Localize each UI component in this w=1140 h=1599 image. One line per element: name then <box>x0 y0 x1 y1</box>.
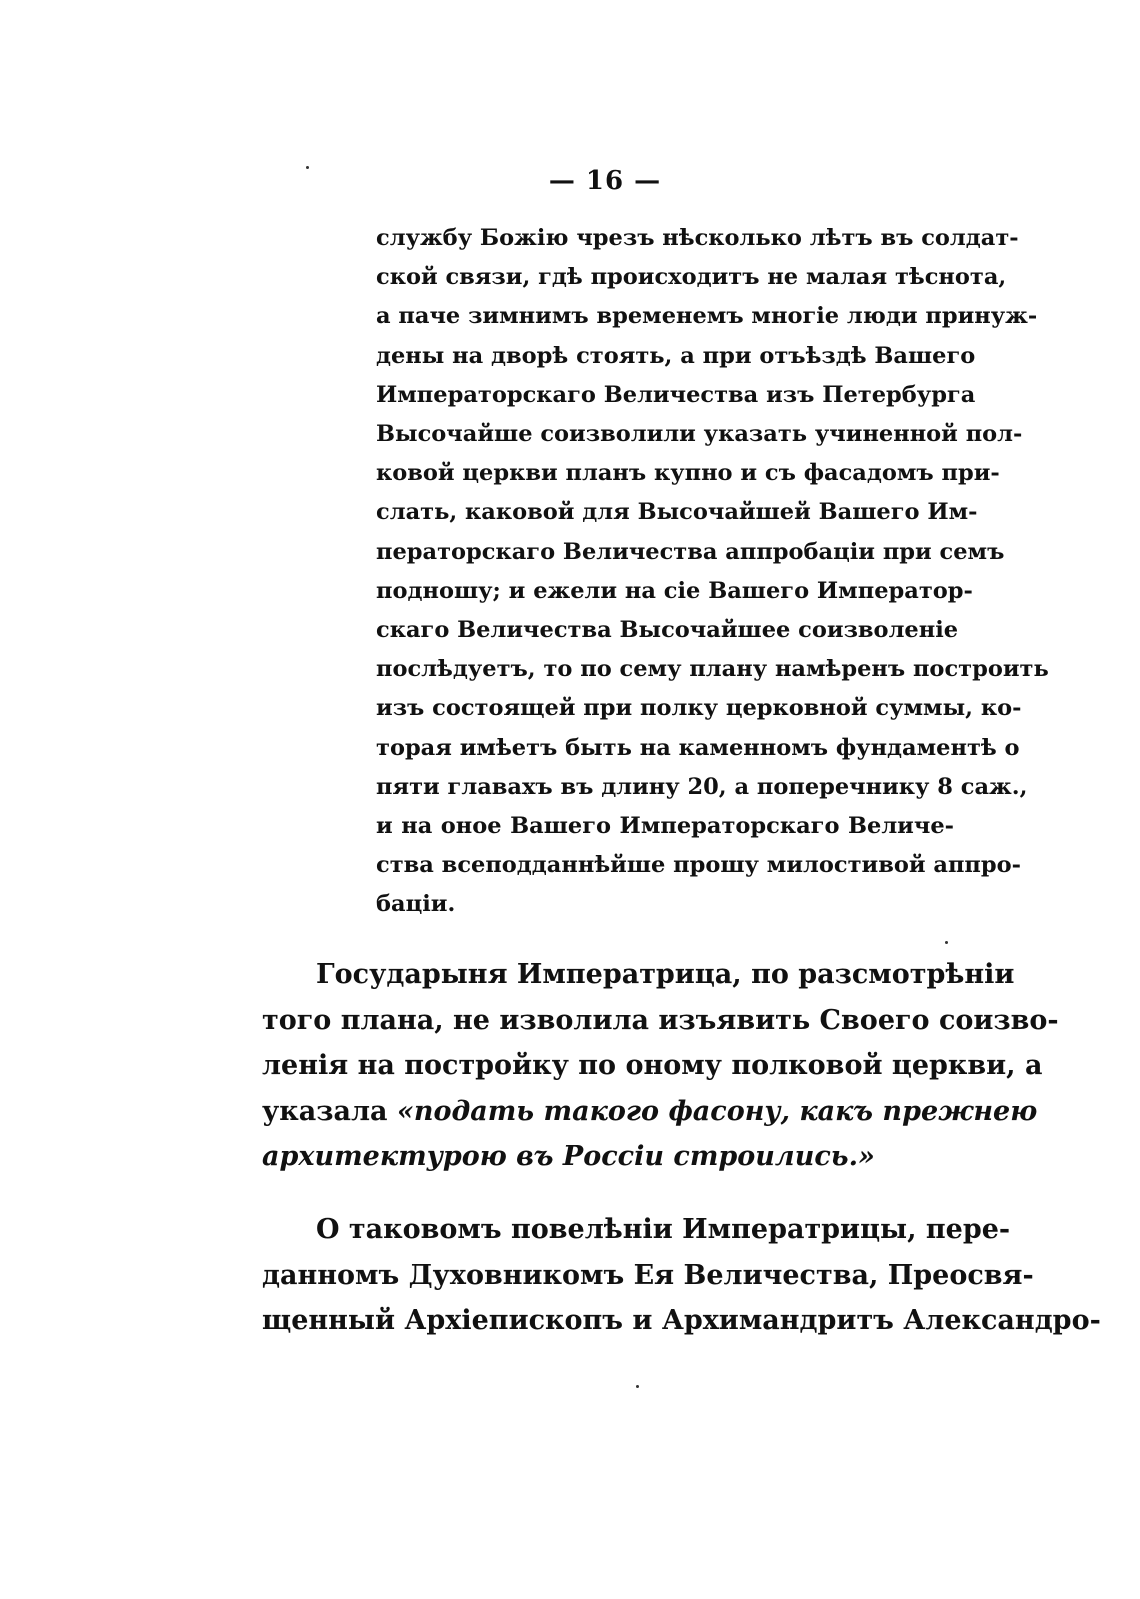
paragraph-confessor <box>262 1207 1101 1344</box>
paragraph-line <box>262 1134 956 1180</box>
paragraph-line <box>262 1089 1038 1135</box>
quote-line: подношу; и ежели на сіе Вашего Император- <box>376 577 973 604</box>
quote-line: торая имѣетъ быть на каменномъ фундаментѣ о <box>376 734 1020 761</box>
quote-line: и на оное Вашего Императорскаго Величе- <box>376 813 954 840</box>
quote-line: слать, каковой для Высочайшей Вашего Им- <box>376 499 978 526</box>
quote-line: ковой церкви планъ купно и съ фасадомъ при- <box>376 460 1000 487</box>
quoted-petition <box>376 219 1049 925</box>
quote-line: изъ состоящей при полку церковной суммы, ко- <box>376 695 1022 722</box>
quote-line: а паче зимнимъ временемъ многіе люди принуж- <box>376 303 1038 330</box>
scan-speck <box>636 1385 639 1388</box>
paragraph-line: ленія на постройку по оному полковой церкви, а <box>262 1050 1043 1081</box>
quote-line: дены на дворѣ стоять, а при отъѣздѣ Вашего <box>376 342 976 369</box>
quote-line: Императорскаго Величества изъ Петербурга <box>376 381 976 408</box>
paragraph-text: указала <box>262 1095 397 1127</box>
paragraph-line: Государыня Императрица, по разсмотрѣніи <box>316 959 1015 990</box>
scan-speck <box>945 941 948 944</box>
quote-line: ства всеподданнѣйше прошу милостивой аппро- <box>376 852 1021 879</box>
italic-quotation: «подать такого фасону, какъ прежнею <box>396 1095 1038 1127</box>
quote-line: ской связи, гдѣ происходитъ не малая тѣснота, <box>376 264 1007 291</box>
quote-line: баціи. <box>376 891 456 918</box>
paragraph-line: щенный Архіепископъ и Архимандритъ Александро- <box>262 1305 1101 1336</box>
paragraph-line: данномъ Духовникомъ Ея Величества, Преосвя- <box>262 1259 1034 1291</box>
quote-line: скаго Величества Высочайшее соизволеніе <box>376 617 959 644</box>
paragraph-line: О таковомъ повелѣніи Императрицы, пере- <box>316 1214 1011 1245</box>
paragraph-line: того плана, не изволила изъявить Своего соизво- <box>262 1004 1059 1036</box>
quote-line: Высочайше соизволили указать учиненной пол- <box>376 421 1023 448</box>
quote-line: службу Божію чрезъ нѣсколько лѣтъ въ солдат- <box>376 225 1019 251</box>
quote-line: ператорскаго Величества аппробаціи при семъ <box>376 538 1005 565</box>
paragraph-empress-decision <box>262 952 1059 1180</box>
page-number: — 16 — <box>548 166 662 196</box>
quote-line: пяти главахъ въ длину 20, а поперечнику 8 саж., <box>376 773 1028 800</box>
italic-quotation: архитектурою въ Россіи строились.» <box>262 1141 875 1172</box>
quote-line: послѣдуетъ, то по сему плану намѣренъ построить <box>376 656 1049 683</box>
